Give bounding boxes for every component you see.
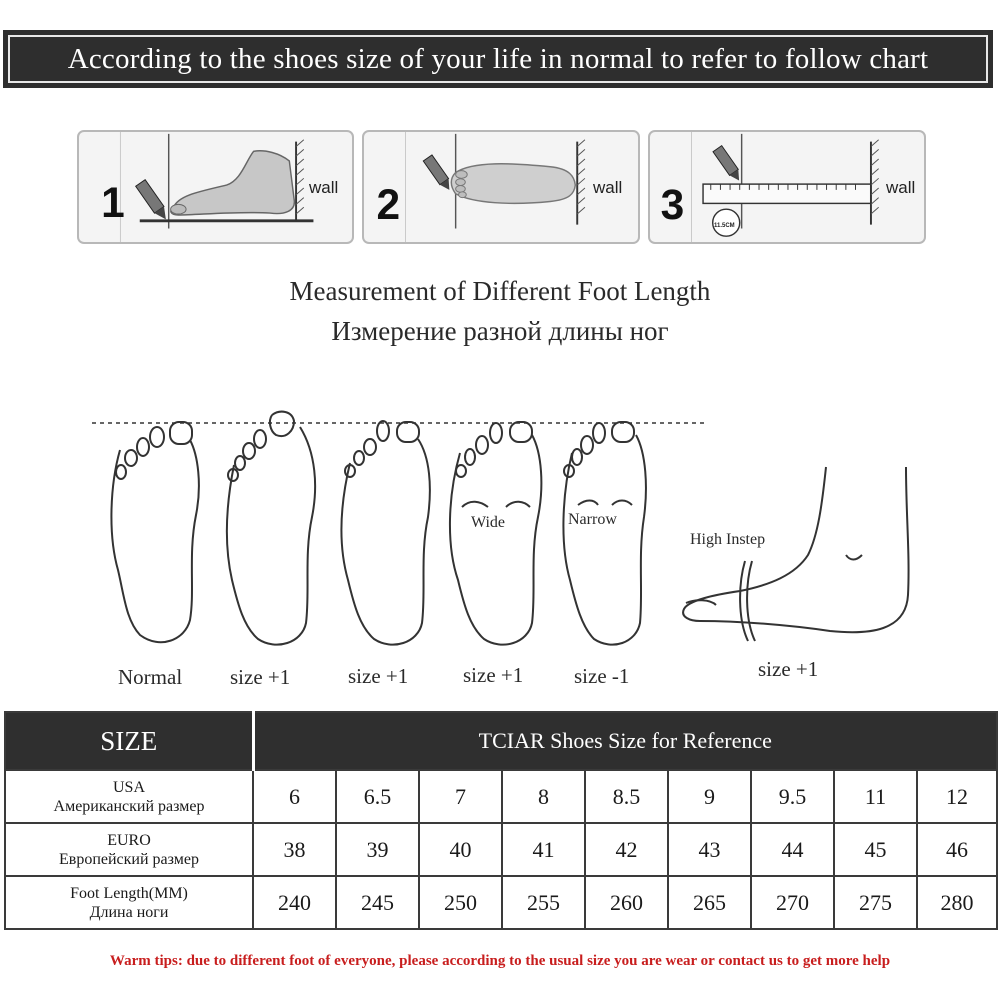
table-cell: 240 — [253, 876, 336, 929]
table-row-foot-length — [5, 876, 997, 929]
table-cell: 8.5 — [585, 770, 668, 823]
foot-label-wide: size +1 — [463, 663, 524, 687]
table-cell: 46 — [917, 823, 997, 876]
step-3-illustration — [650, 132, 924, 242]
measure-label: 11.5CM — [714, 223, 735, 229]
table-row-usa — [5, 770, 997, 823]
heading-english: Measurement of Different Foot Length — [289, 276, 711, 306]
row-label-foot-length — [5, 876, 253, 929]
foot-types — [0, 395, 1000, 700]
table-cell: 8 — [502, 770, 585, 823]
foot-wide-inner-label: Wide — [471, 514, 506, 531]
row-label-en: USA — [112, 778, 145, 796]
foot-label-3: size +1 — [348, 664, 409, 688]
table-cell: 12 — [917, 770, 997, 823]
foot-type-2 — [227, 412, 315, 645]
table-cell: 265 — [668, 876, 751, 929]
foot-label-high-instep: size +1 — [758, 657, 819, 681]
foot-normal — [111, 422, 198, 642]
warm-tips: Warm tips: due to different foot of everyone, please according to the usual size you are wear or contact us to get more help — [109, 953, 891, 969]
step-2-number: 2 — [376, 180, 401, 228]
size-table — [4, 711, 998, 930]
table-cell: 270 — [751, 876, 834, 929]
table-cell: 260 — [585, 876, 668, 929]
table-cell: 41 — [502, 823, 585, 876]
table-cell: 43 — [668, 823, 751, 876]
row-label-ru: Американский размер — [53, 797, 205, 815]
foot-label-normal: Normal — [118, 665, 183, 689]
table-cell: 39 — [336, 823, 419, 876]
foot-label-narrow: size -1 — [574, 664, 630, 688]
measure-step-3 — [648, 130, 926, 244]
table-cell: 11 — [834, 770, 917, 823]
table-cell: 7 — [419, 770, 502, 823]
measure-step-1 — [77, 130, 354, 244]
wall-label: wall — [309, 178, 339, 197]
foot-narrow — [563, 422, 646, 645]
foot-types-illustration — [0, 395, 1000, 700]
table-cell: 9.5 — [751, 770, 834, 823]
table-row-euro — [5, 823, 997, 876]
table-cell: 6 — [253, 770, 336, 823]
foot-narrow-inner-label: Narrow — [568, 511, 617, 528]
foot-wide — [450, 422, 541, 645]
table-cell: 280 — [917, 876, 997, 929]
step-3-number: 3 — [660, 180, 685, 228]
foot-label-2: size +1 — [230, 665, 291, 689]
step-1-number: 1 — [101, 178, 125, 226]
table-cell: 6.5 — [336, 770, 419, 823]
table-cell: 40 — [419, 823, 502, 876]
wall-label: wall — [886, 178, 916, 197]
row-label-en: EURO — [107, 831, 151, 849]
table-cell: 44 — [751, 823, 834, 876]
table-cell: 250 — [419, 876, 502, 929]
table-cell: 275 — [834, 876, 917, 929]
top-banner — [3, 30, 993, 88]
table-header-row — [5, 712, 997, 770]
size-header: SIZE — [5, 712, 253, 770]
measure-step-2 — [362, 130, 640, 244]
heading-russian: Измерение разной длины ног — [331, 316, 669, 346]
row-label-en: Foot Length(MM) — [70, 884, 188, 902]
foot-high-instep — [683, 467, 908, 641]
banner-text: According to the shoes size of your life in normal to refer to follow chart — [8, 35, 988, 83]
table-cell: 38 — [253, 823, 336, 876]
row-label-euro — [5, 823, 253, 876]
table-cell: 45 — [834, 823, 917, 876]
row-label-ru: Длина ноги — [89, 903, 169, 921]
foot-high-instep-inner-label: High Instep — [690, 531, 766, 548]
row-label-usa — [5, 770, 253, 823]
table-cell: 9 — [668, 770, 751, 823]
foot-type-3 — [341, 421, 429, 645]
row-label-ru: Европейский размер — [59, 850, 199, 868]
table-cell: 245 — [336, 876, 419, 929]
table-cell: 255 — [502, 876, 585, 929]
reference-header: TCIAR Shoes Size for Reference — [253, 712, 997, 770]
wall-label: wall — [593, 178, 623, 197]
table-cell: 42 — [585, 823, 668, 876]
